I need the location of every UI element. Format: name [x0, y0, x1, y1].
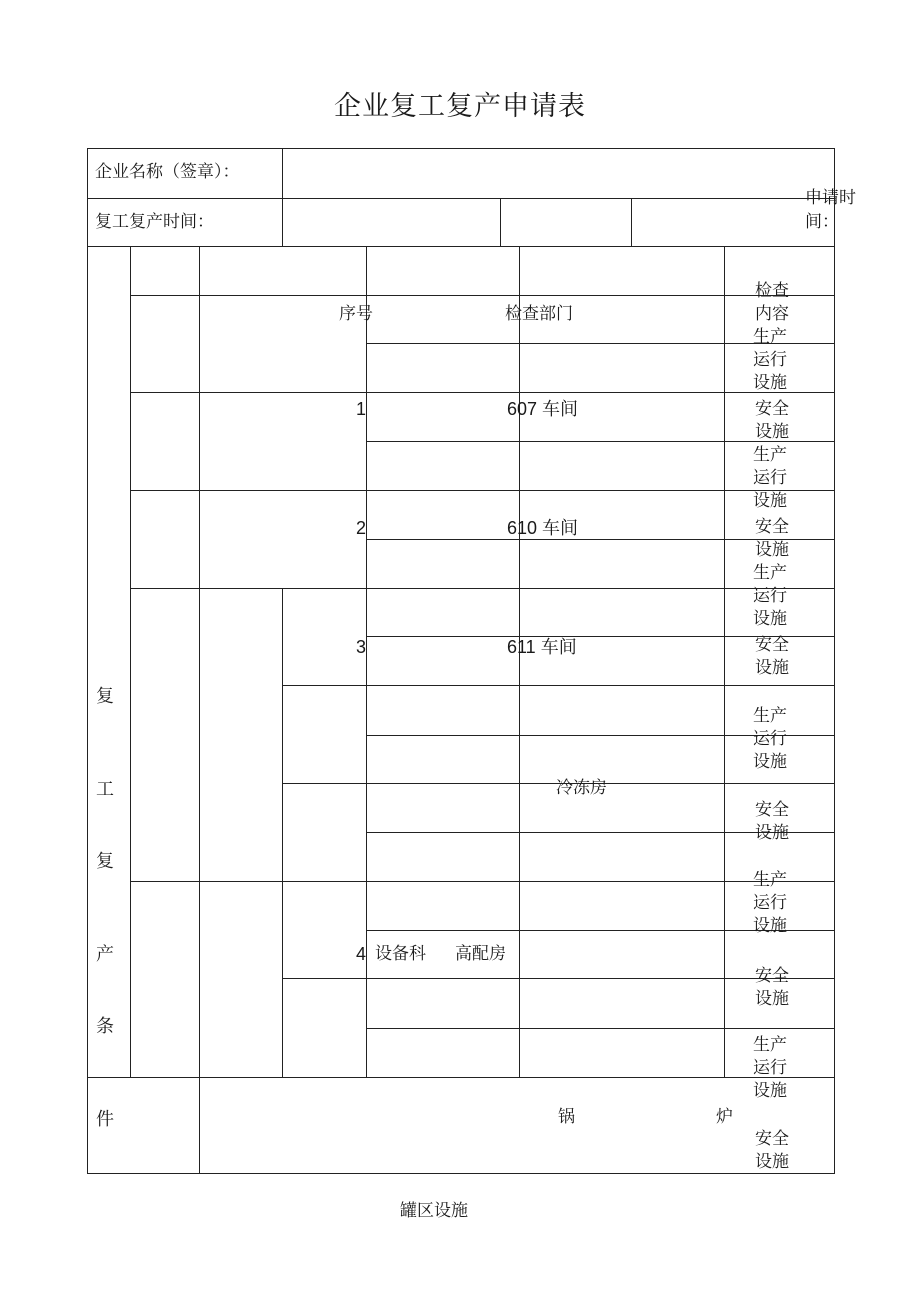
side-label-char: 复	[96, 851, 114, 872]
side-label-char: 工	[96, 779, 114, 800]
content-item-safety: 安全 设施	[755, 399, 789, 442]
content-item-safety: 安全 设施	[755, 1129, 789, 1172]
header-seq: 序号	[339, 304, 373, 324]
row-seq: 1	[356, 399, 367, 419]
content-item-safety: 安全 设施	[755, 517, 789, 560]
row-seq: 4	[356, 944, 367, 964]
apply-time-label-2: 间：	[805, 212, 839, 232]
enterprise-name-label: 企业名称（签章）：	[95, 162, 240, 182]
side-label-char: 条	[96, 1016, 114, 1037]
row-dept-sub: 高配房	[455, 944, 506, 964]
side-label-char: 复	[96, 686, 114, 707]
content-item-production: 生产 运行 设施	[753, 445, 787, 511]
content-item-safety: 安全 设施	[755, 635, 789, 678]
apply-time-label: 申请时	[805, 188, 856, 208]
content-header: 检查 内容	[755, 281, 789, 324]
row-dept: 611 车间	[507, 637, 577, 657]
header-dept: 检查部门	[505, 304, 573, 324]
page-title: 企业复工复产申请表	[334, 91, 586, 122]
row-seq: 2	[356, 518, 367, 538]
row-dept: 610 车间	[507, 518, 579, 538]
content-item-production: 生产 运行 设施	[753, 706, 787, 772]
content-item-production: 生产 运行 设施	[753, 327, 787, 393]
side-label-char: 件	[96, 1109, 114, 1130]
side-label-char: 产	[96, 944, 114, 965]
content-item-safety: 安全 设施	[755, 966, 789, 1009]
content-item-production: 生产 运行 设施	[753, 563, 787, 629]
content-item-production: 生产 运行 设施	[753, 1035, 787, 1101]
sub-area-boiler: 锅	[558, 1107, 575, 1127]
content-item-production: 生产 运行 设施	[753, 870, 787, 936]
content-item-safety: 安全 设施	[755, 800, 789, 843]
sub-area-cold-room: 冷冻房	[556, 778, 607, 798]
sub-area-boiler: 炉	[716, 1107, 733, 1127]
sub-area-tank: 罐区设施	[400, 1201, 468, 1221]
row-dept: 设备科	[375, 944, 426, 964]
row-seq: 3	[356, 637, 367, 657]
resume-time-label: 复工复产时间：	[95, 212, 214, 232]
row-dept: 607 车间	[507, 399, 579, 419]
